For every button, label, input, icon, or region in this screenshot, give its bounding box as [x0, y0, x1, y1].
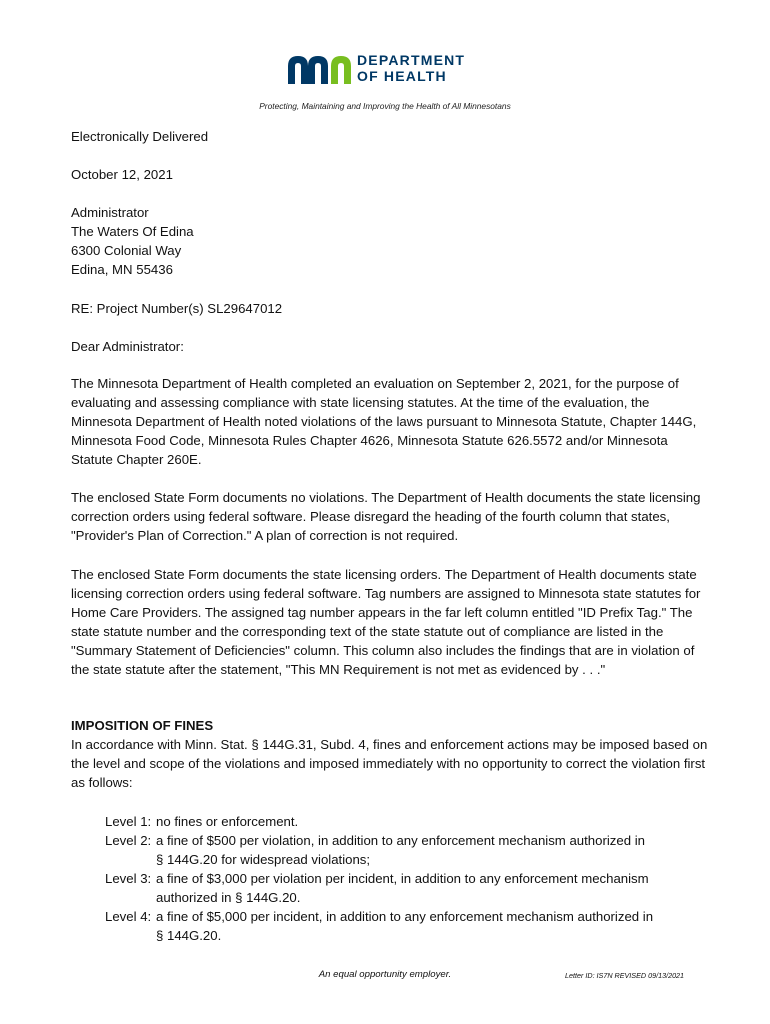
paragraph-text: The enclosed State Form documents no violations. The Department of Health documents the state licensing correction orders using federal software. Please disregard the heading of the fourth column that states, "Provider's Plan of Correction." A plan of correction is not required.: [71, 490, 701, 543]
logo-line-department: DEPARTMENT: [357, 52, 466, 68]
paragraph: [71, 565, 711, 679]
footer-letter-id: Letter ID: IS7N REVISED 09/13/2021: [565, 971, 685, 980]
fines-heading: IMPOSITION OF FINES: [71, 718, 214, 733]
level-text-cont: authorized in § 144G.20.: [156, 890, 301, 905]
re-line: RE: Project Number(s) SL29647012: [71, 301, 283, 316]
address-line: Administrator: [71, 205, 149, 220]
footer-eoe: An equal opportunity employer.: [318, 969, 452, 980]
paragraph: [71, 488, 711, 545]
level-text: a fine of $500 per violation, in addition to any enforcement mechanism authorized in: [156, 833, 645, 848]
fine-level-4: [105, 907, 705, 945]
fine-level-3: [105, 869, 705, 907]
paragraph-text: The enclosed State Form documents the state licensing orders. The Department of Health documents state licensing correction orders using federal software. Tag numbers are assigned to Minnesota state statutes for Home Care Providers. The assigned tag number appears in the far left column entitled "ID Prefix Tag." The state statute number and the corresponding text of the state statute out of compliance are listed in the "Summary Statement of Deficiencies" column. This column also includes the findings that are in violation of the state statute after the statement, "This MN Requirement is not met as evidenced by . . .": [71, 567, 701, 677]
fine-level-1: [105, 812, 705, 831]
address-line: 6300 Colonial Way: [71, 243, 182, 258]
level-text-cont: § 144G.20 for widespread violations;: [156, 852, 371, 867]
level-text: no fines or enforcement.: [156, 814, 299, 829]
level-text: a fine of $3,000 per violation per incident, in addition to any enforcement mechanism: [156, 871, 649, 886]
level-text-cont: § 144G.20.: [156, 928, 222, 943]
tagline: Protecting, Maintaining and Improving the Health of All Minnesotans: [259, 101, 511, 111]
mdh-logo: [285, 52, 495, 88]
level-label: Level 2:: [105, 833, 152, 848]
level-label: Level 3:: [105, 871, 152, 886]
fine-level-2: [105, 831, 705, 869]
level-text: a fine of $5,000 per incident, in addition to any enforcement mechanism authorized in: [156, 909, 654, 924]
logo-wordmark: [357, 52, 465, 84]
level-label: Level 4:: [105, 909, 152, 924]
fines-intro-text: In accordance with Minn. Stat. § 144G.31, Subd. 4, fines and enforcement actions may be imposed based on the level and scope of the violations and imposed immediately with no opportunity to correct the violation first as follows:: [71, 737, 708, 790]
address-line: Edina, MN 55436: [71, 262, 173, 277]
salutation: Dear Administrator:: [71, 339, 184, 354]
logo-line-of-health: OF HEALTH: [357, 68, 447, 84]
letter-date: October 12, 2021: [71, 167, 173, 182]
paragraph: [71, 374, 711, 469]
fines-intro: [71, 735, 711, 792]
paragraph-text: The Minnesota Department of Health completed an evaluation on September 2, 2021, for the purpose of evaluating and assessing compliance with state licensing statutes. At the time of the evaluation, the Minnesota Department of Health noted violations of the laws pursuant to Minnesota Statute, Chapter 144G, Minnesota Food Code, Minnesota Rules Chapter 4626, Minnesota Statute 626.5572 and/or Minnesota Statute Chapter 260E.: [71, 376, 697, 467]
mn-logo-icon: [285, 52, 353, 86]
level-label: Level 1:: [105, 814, 152, 829]
address-line: The Waters Of Edina: [71, 224, 194, 239]
delivery-method: Electronically Delivered: [71, 129, 209, 144]
